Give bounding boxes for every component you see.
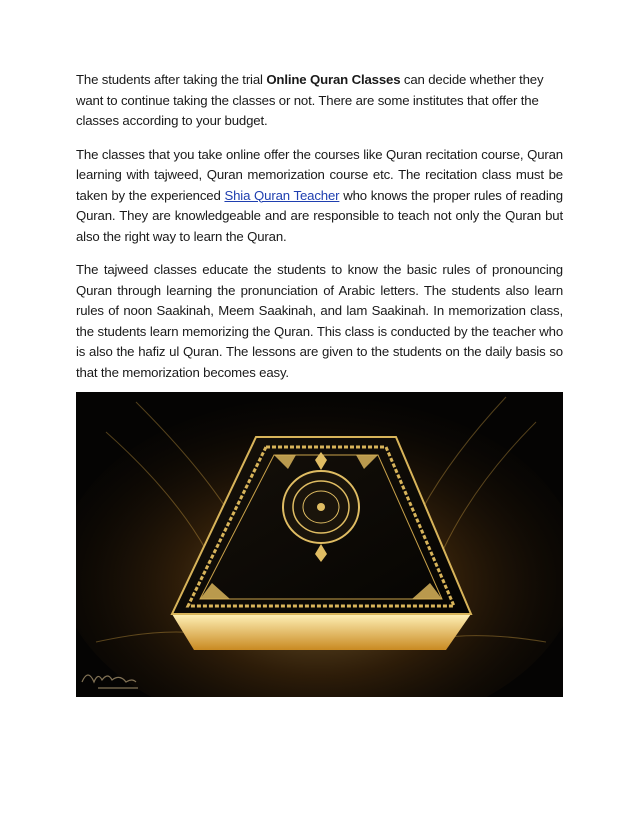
paragraph-2-text-b: who knows the proper rules of reading Quran. They are knowledgeable and are responsible to teach not only the Quran but also the right way to learn the Quran. (76, 187, 563, 244)
body-text (76, 70, 563, 383)
paragraph-1-text-b: can decide whether they want to continue taking the classes or not. There are some institutes that offer the classes according to your budget. (76, 72, 544, 128)
shia-quran-teacher-link[interactable]: Shia Quran Teacher (224, 187, 340, 203)
paragraph-3-text: The tajweed classes educate the students to know the basic rules of pronouncing Quran through learning the pronunciation of Arabic letters. The students also learn rules of noon Saakinah, Meem Saakinah, and lam Saakinah. In memorization class, the students learn memorizing the Quran. This class is conducted by the teacher who is also the hafiz ul Quran. The lessons are given to the students on the daily basis so that the memorization becomes easy. (76, 262, 563, 380)
quran-illustration (76, 392, 563, 697)
quran-book-image (76, 392, 563, 697)
paragraph-2 (76, 145, 563, 248)
paragraph-2-text-a: The classes that you take online offer the courses like Quran recitation course, Quran learning with tajweed, Quran memorization course etc. The recitation class must be taken by the experienced (76, 146, 563, 203)
paragraph-1 (76, 70, 563, 132)
paragraph-3 (76, 260, 563, 383)
paragraph-1-text-a: The students after taking the trial (76, 72, 267, 87)
online-quran-classes-bold: Online Quran Classes (266, 72, 401, 87)
book-pages (172, 614, 471, 650)
